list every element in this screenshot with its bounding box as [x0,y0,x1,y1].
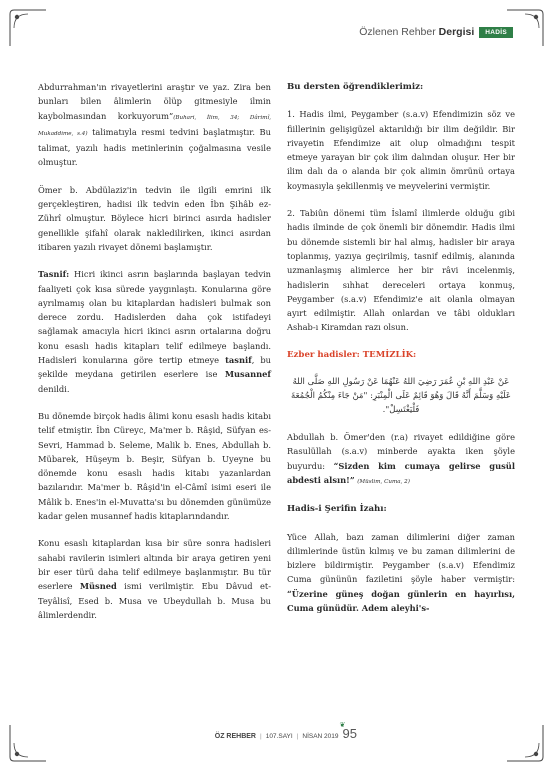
text-run: Yüce Allah, bazı zaman dilimlerini diğer zaman dilimlerinde üstün kılmış ve bu zaman dilimlerini de bizlere bildirmiştir. Peygamber (s.a.v) Efendimiz Cuma gününün faziletini şöyle haber vermiştir: [287,531,515,585]
paragraph [38,409,271,523]
text-run: Abdurrahman'ın rivayetlerini araştır ve yaz. Zira ben bunları bilen âlimlerin ölüp gitmesiyle ilmin kaybolmasından korkuyorum” [38,82,271,121]
page-header [359,26,513,38]
left-column [38,80,271,635]
text-run: Ömer b. Abdülaziz'in tedvin ile ilgili emrini ilk gerçekleştiren, hadisi ilk tedvin eden İbn Şihâb ez-Zührî olmuştur. Böylece hicri birinci asırda hadisler genellikle şifahî olarak nakledilirken, ikinci asırdan itibaren yazılı rivayet dönemi başlamıştır. [38,184,271,252]
text-run: Bu dersten öğrendiklerimiz: [287,82,424,92]
paragraph [38,267,271,396]
leaf-icon: ❦ [339,722,346,729]
corner-ornament-icon [8,8,48,48]
text-run: Tasnif: [38,269,70,280]
paragraph [38,183,271,254]
text-run: Hadis-i Şerifin İzahı: [287,504,387,515]
text-run: عَنْ عَبْدِ اللهِ بْنِ عُمَرَ رَضِيَ اللهُ عَنْهُمَا عَنْ رَسُولِ اللهِ صَلَّى اللهُ عَلَيْهِ وَسَلَّمَ أَنَّهُ قَالَ وَهُوَ قَائِمٌ عَلَى الْمِنْبَرِ: "مَنْ جَاءَ مِنْكُمُ الْجُمُعَةَ فَلْيَغْتَسِلْ". [291,377,511,416]
text-run: Müsned [79,581,117,592]
text-run: , bu şekilde meydana getirilen eserlere ise [38,355,271,380]
text-run: denildi. [38,383,70,394]
footer-date: NİSAN 2019 [302,733,339,740]
text-run: Ezber hadisler: TEMİZLİK: [287,349,417,360]
paragraph [287,206,515,335]
footer-issue: 107.SAYI [265,733,293,740]
page-number: ❦ 95 [339,722,357,741]
text-run: Hicri ikinci asrın başlarında başlayan tedvin faaliyeti çok kısa sürede yaygınlaştı. Konularına göre ayrılmamış olan bu kitaplardan hadisleri bulmak son derece zordu. Hadislerden daha çok istifadeyi sağlamak amacıyla hicri ikinci asrın ortalarına doğru konu esaslı hadis kitapları telif edilmeye başlandı. Hadisleri konularına göre tertip etmeye [38,269,271,366]
citation: (Müslim, Cuma, 2) [357,478,410,485]
section-heading [287,348,515,362]
text-run: ismi verilmiştir. Ebu Dâvud et-Teyâlisî, Esed b. Musa ve Ubeydullah b. Musa bu âlimlerdendir. [38,581,271,620]
text-run: “Sizden kim cumaya gelirse gusül abdesti alsın!” [287,460,515,485]
corner-ornament-icon [505,723,545,763]
footer-brand: ÖZ REHBER [214,733,256,740]
right-column [287,80,515,628]
text-run: 1. Hadis ilmi, Peygamber (s.a.v) Efendimizin söz ve fiillerinin gelişigüzel aktarıldığı bir ilim değildir. Bir rivayetin Efendimize ait olup olmadığını tespit etmeye yarayan bir çok ilim dalından oluşur. Her bir ilim dalı da o alanda bir çok alimin ömrünü ortaya koymasıyla şekillenmiş ve meyvelerini vermiştir. [287,109,515,191]
paragraph [287,430,515,489]
corner-ornament-icon [8,723,48,763]
text-run: Bu dönemde birçok hadis âlimi konu esaslı hadis kitabı telif etmiştir. İbn Cüreyc, Ma'mer b. Râşid, Süfyan es-Sevri, Hammad b. Seleme, Malik b. Enes, Abdullah b. Mübarek, Hüşeym b. Beşir, Süfyan b. Uyeyne bu dönemde konu esaslı hadis kitabı yazanlardan bazılarıdır. Ma'mer b. Râşid'in el-Câmî isimi eseri ile Mâlik b. Enes'in el-Muvatta'sı bu dönemden günümüze kadar gelen musannef hadis kitaplarındandır. [38,410,271,522]
section-tag: HADİS [479,27,513,38]
section-heading [287,80,515,94]
citation: (Buhari, İlim, 34; Dârimî, Mukaddime, s.4) [38,114,272,137]
text-run: talimatıyla resmi tedvini başlatmıştır. Bu talimat, yazılı hadis metinlerinin çoğalmasına vesile olmuştur. [38,126,271,168]
paragraph [38,80,271,170]
arabic-hadith-text [287,375,515,417]
text-run: Konu esaslı kitaplardan kısa bir süre sonra hadisleri sahabi ravilerin isimleri altında bir araya getiren yeni bir eser türü daha telif edilmeye başlanmıştır. Bu tür eserlere [38,538,271,592]
paragraph [287,107,515,193]
text-run: tasnif [225,355,252,366]
paragraph [287,530,515,616]
page-footer: ÖZ REHBER | 107.SAYI | NİSAN 2019 ❦ 95 [214,722,357,741]
text-run: “Üzerine güneş doğan günlerin en hayırlısı, Cuma günüdür. Adem aleyhi's- [287,588,515,614]
text-run: Musannef [224,369,271,380]
paragraph [38,536,271,622]
text-run: 2. Tabiûn dönemi tüm İslamî ilimlerde olduğu gibi hadis ilminde de çok önemli bir dönemdir. Hadis ilmi bu dönemde sistemli bir hal almış, hadisler bir araya toplanmış, yazıya geçirilmiş, tasnif edilmiş, alanında uzmanlaşmış alimlerce her bir râvi incelenmiş, hadislerin sıhhat dereceleri ortaya konmuş, Peygamber (s.a.v) Efendimiz'e ait olanla olmayan ayırt edilmiştir. Allah onlardan ve tâbi oldukları Ashab-ı Kiramdan razı olsun. [287,208,515,333]
text-run: Abdullah b. Ömer'den (r.a) rivayet edildiğine göre Rasulüllah (s.a.v) minberde ayakta iken şöyle buyurdu: [287,432,515,471]
section-heading [287,502,515,516]
magazine-name: Özlenen Rehber Dergisi [359,26,475,38]
